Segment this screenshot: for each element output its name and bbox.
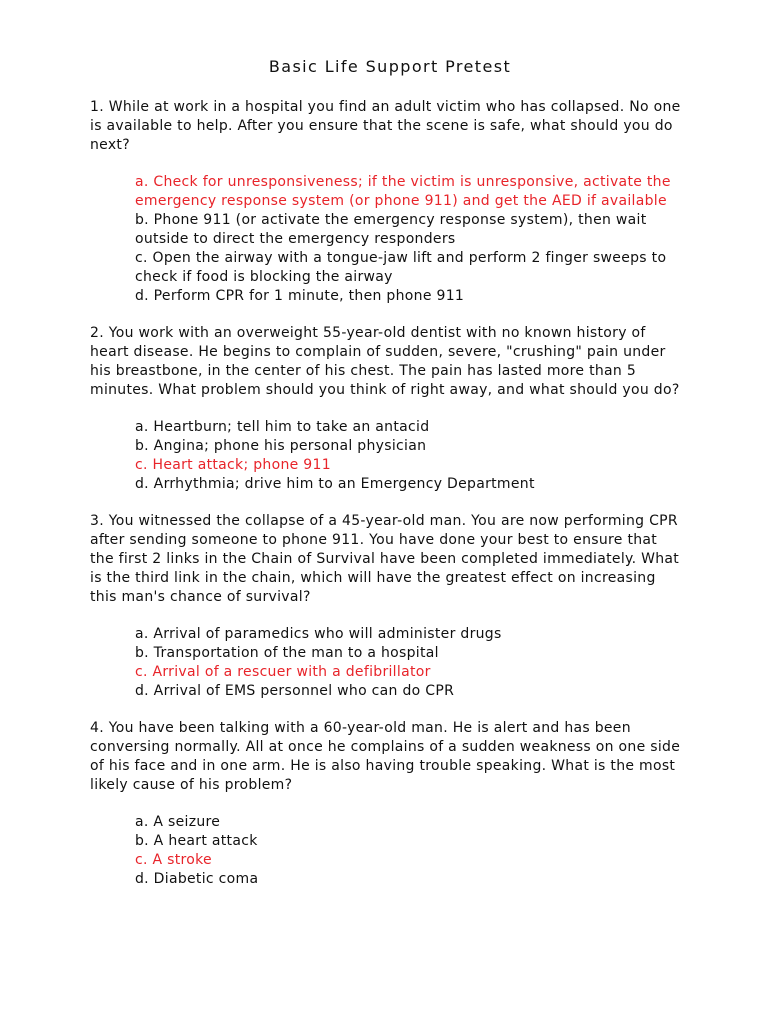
question-text: 1. While at work in a hospital you find an adult victim who has collapsed. No one is available to help. After you ensure that the scene is safe, what should you do next? (90, 99, 681, 153)
question-text: 2. You work with an overweight 55-year-old dentist with no known history of heart disease. He begins to complain of sudden, severe, "crushing" pain under his breastbone, in the center of his chest. The pain has lasted more than 5 minutes. What problem should you think of right away, and what should you do? (90, 325, 680, 398)
answer-option-a: a. Check for unresponsiveness; if the victim is unresponsive, activate the emergency response system (or phone 911) and get the AED if available (135, 174, 671, 209)
answer-option-c: c. Arrival of a rescuer with a defibrillator (135, 664, 431, 680)
document-page (90, 56, 690, 907)
question-4 (90, 719, 690, 889)
answer-option-c: c. A stroke (135, 852, 212, 868)
question-3 (90, 512, 690, 701)
answer-option-d: d. Arrival of EMS personnel who can do CPR (135, 683, 455, 699)
page-title: Basic Life Support Pretest (268, 57, 512, 76)
answer-options (135, 813, 687, 889)
answer-option-a: a. A seizure (135, 814, 221, 830)
answer-options (135, 625, 687, 701)
question-text: 3. You witnessed the collapse of a 45-year-old man. You are now performing CPR after sending someone to phone 911. You have done your best to ensure that the first 2 links in the Chain of Survival have been completed immediately. What is the third link in the chain, which will have the greatest effect on increasing this man's chance of survival? (90, 513, 680, 605)
answer-option-d: d. Perform CPR for 1 minute, then phone 911 (135, 288, 465, 304)
answer-option-b: b. Transportation of the man to a hospital (135, 645, 439, 661)
answer-option-c: c. Heart attack; phone 911 (135, 457, 331, 473)
answer-options (135, 418, 687, 494)
question-2 (90, 324, 690, 494)
answer-option-c: c. Open the airway with a tongue-jaw lift and perform 2 finger sweeps to check if food is blocking the airway (135, 250, 667, 285)
answer-option-d: d. Diabetic coma (135, 871, 259, 887)
answer-option-b: b. Phone 911 (or activate the emergency response system), then wait outside to direct the emergency responders (135, 212, 647, 247)
answer-option-d: d. Arrhythmia; drive him to an Emergency Department (135, 476, 535, 492)
question-text: 4. You have been talking with a 60-year-old man. He is alert and has been conversing normally. All at once he complains of a sudden weakness on one side of his face and in one arm. He is also having trouble speaking. What is the most likely cause of his problem? (90, 720, 681, 793)
answer-option-a: a. Arrival of paramedics who will administer drugs (135, 626, 502, 642)
answer-option-a: a. Heartburn; tell him to take an antacid (135, 419, 430, 435)
answer-option-b: b. Angina; phone his personal physician (135, 438, 427, 454)
answer-options (135, 173, 687, 306)
question-1 (90, 98, 690, 306)
answer-option-b: b. A heart attack (135, 833, 258, 849)
